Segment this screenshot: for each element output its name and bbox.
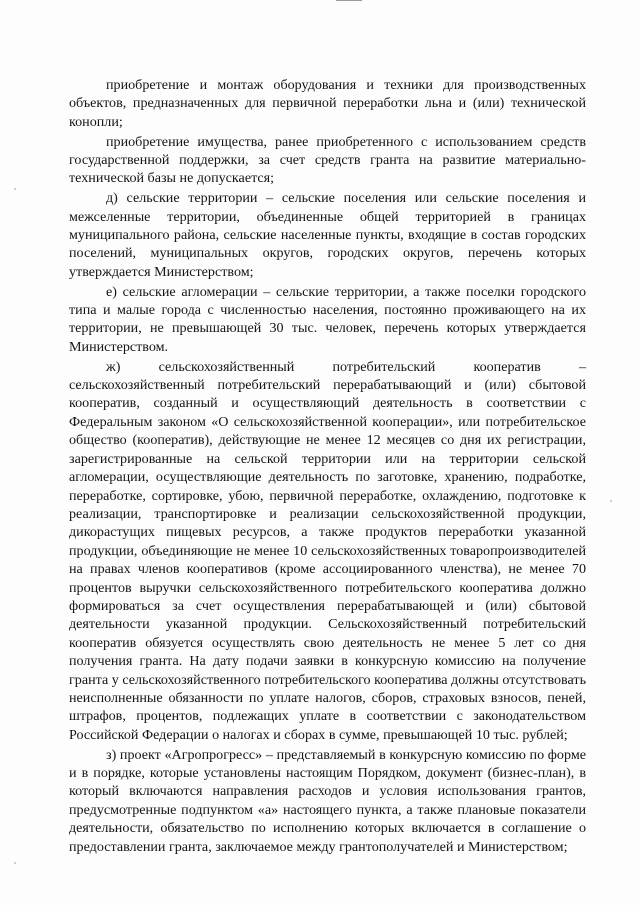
paragraph-property-restriction: приобретение имущества, ранее приобретенного с использованием средств государственной поддержки, за счет средств гранта на развитие материально-технической базы не допускается; bbox=[69, 133, 586, 187]
paragraph-zh-consumer-cooperative: ж) сельскохозяйственный потребительский кооператив – сельскохозяйственный потребительский перерабатывающий и (или) сбытовой кооператив, созданный и осуществляющий деятельность в соответствии с Федеральным законом «О сельскохозяйственной кооперации», или потребительское общество (кооператив), действующие не менее 12 месяцев со дня их регистрации, зарегистрированные на сельской территории или на территории сельской агломерации, осуществляющие деятельность по заготовке, хранению, подработке, переработке, сортировке, убою, первичной переработке, охлаждению, подготовке к реализации, транспортировке и реализации сельскохозяйственной продукции, дикорастущих пищевых ресурсов, а также продуктов переработки указанной продукции, объединяющие не менее 10 сельскохозяйственных товаропроизводителей на правах членов кооперативов (кроме ассоциированного членства), не менее 70 процентов выручки сельскохозяйственного потребительского кооператива должно формироваться за счет осуществления перерабатывающей и (или) сбытовой деятельности указанной продукции. Сельскохозяйственный потребительский кооператив обязуется осуществлять свою деятельность не менее 5 лет со дня получения гранта. На дату подачи заявки в конкурсную комиссию на получение гранта у сельскохозяйственного потребительского кооператива должны отсутствовать неисполненные обязанности по уплате налогов, сборов, страховых взносов, пеней, штрафов, процентов, подлежащих уплате в соответствии с законодательством Российской Федерации о налогах и сборах в сумме, превышающей 10 тыс. рублей; bbox=[69, 358, 586, 743]
page-top-mark bbox=[336, 0, 362, 1]
paragraph-equipment-flax: приобретение и монтаж оборудования и техники для производственных объектов, предназначенных для первичной переработки льна и (или) технической конопли; bbox=[69, 77, 586, 130]
paragraph-z-agroprogress-project: з) проект «Агропрогресс» – представляемый в конкурсную комиссию по форме и в порядке, которые установлены настоящим Порядком, документ (бизнес-план), в который включаются направления расходов и условия использования грантов, предусмотренные подпунктом «а» настоящего пункта, а также плановые показатели деятельности, обязательство по исполнению которых включается в соглашение о предоставлении гранта, заключаемое между грантополучателей и Министерством; bbox=[69, 746, 586, 855]
document-body bbox=[69, 76, 586, 857]
paragraph-d-rural-territories: д) сельские территории – сельские поселения или сельские поселения и межселенные территории, объединенные общей территорией в границах муниципального района, сельские населенные пункты, входящие в состав городских поселений, муниципальных округов, городских округов, перечень которых утверждается Министерством; bbox=[69, 190, 586, 280]
scan-speck bbox=[14, 188, 16, 190]
scan-speck bbox=[14, 862, 16, 864]
scan-speck bbox=[610, 500, 612, 502]
paragraph-e-rural-agglomerations: е) сельские агломерации – сельские территории, а также поселки городского типа и малые города с численностью населения, постоянно проживающего на их территории, не превышающей 30 тыс. человек, перечень которых утверждается Министерством. bbox=[69, 283, 586, 355]
